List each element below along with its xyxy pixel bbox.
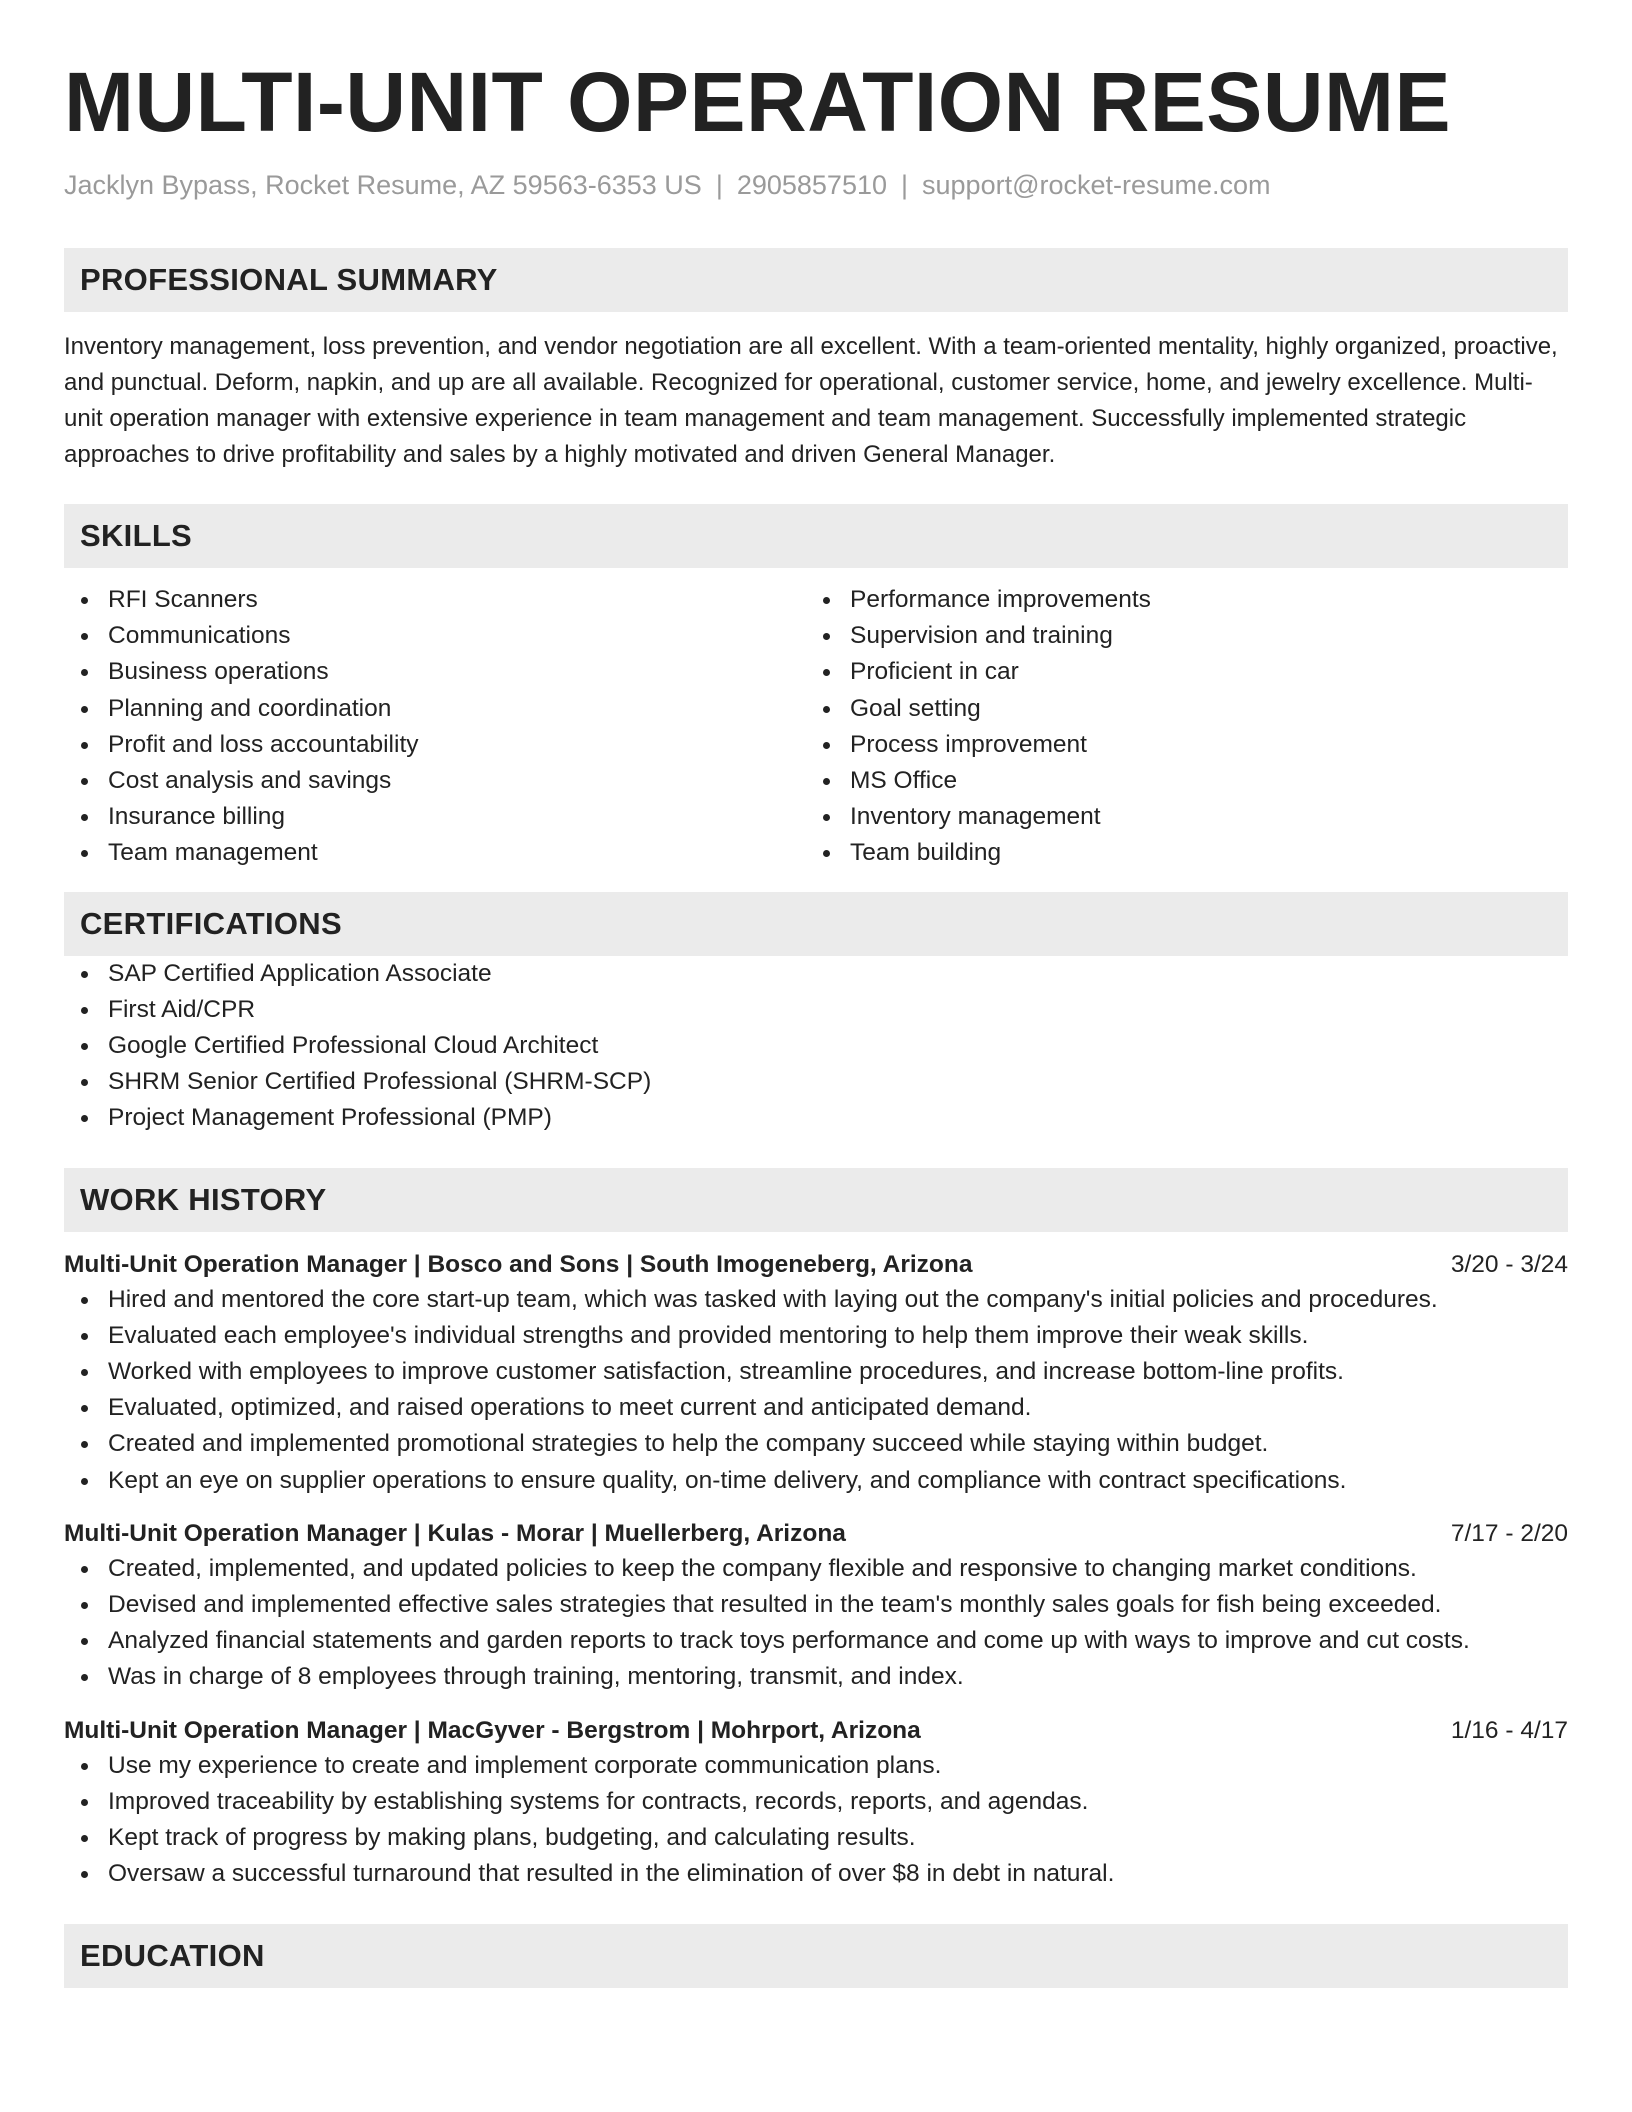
- job-dates: 7/17 - 2/20: [1450, 1519, 1568, 1547]
- job-bullet-list: [64, 1551, 1568, 1696]
- summary-text: Inventory management, loss prevention, and vendor negotiation are all excellent. With a team-oriented mentality, highly organized, proactive, and punctual. Deform, napkin, and up are all available. Recognized for operational, customer service, home, and jewelry excellence. Multi-unit operation manager with extensive experience in team management and team management. Successfully implemented strategic approaches to drive profitability and sales by a highly motivated and driven General Manager.: [64, 333, 1558, 468]
- job-bullet: Hired and mentored the core start-up team, which was tasked with laying out the company's initial policies and procedures.: [64, 1282, 1568, 1318]
- job-bullet: Worked with employees to improve customer satisfaction, streamline procedures, and increase bottom-line profits.: [64, 1354, 1568, 1390]
- skill-item: Insurance billing: [64, 799, 806, 835]
- certification-item: SAP Certified Application Associate: [64, 956, 1568, 992]
- job-bullet: Was in charge of 8 employees through training, mentoring, transmit, and index.: [64, 1659, 1568, 1695]
- job-title: Multi-Unit Operation Manager | Kulas - Morar | Muellerberg, Arizona: [64, 1519, 846, 1547]
- job-bullet: Devised and implemented effective sales strategies that resulted in the team's monthly sales goals for fish being exceeded.: [64, 1587, 1568, 1623]
- job-title: Multi-Unit Operation Manager | MacGyver - Bergstrom | Mohrport, Arizona: [64, 1716, 921, 1744]
- certifications-heading: CERTIFICATIONS: [64, 892, 1568, 956]
- education-heading: EDUCATION: [64, 1924, 1568, 1988]
- skills-heading: SKILLS: [64, 504, 1568, 568]
- skill-item: Business operations: [64, 654, 806, 690]
- skill-item: Communications: [64, 618, 806, 654]
- skill-item: Team building: [806, 835, 1548, 871]
- job-entry: [64, 1248, 1568, 1499]
- contact-email: support@rocket-resume.com: [922, 170, 1271, 200]
- job-bullet: Analyzed financial statements and garden reports to track toys performance and come up with ways to improve and cut costs.: [64, 1623, 1568, 1659]
- skill-item: Goal setting: [806, 691, 1548, 727]
- skills-list-left: [64, 582, 806, 872]
- certification-item: First Aid/CPR: [64, 992, 1568, 1028]
- contact-separator: |: [715, 170, 723, 200]
- skill-item: MS Office: [806, 763, 1548, 799]
- job-entry: [64, 1714, 1568, 1893]
- contact-phone: 2905857510: [736, 170, 887, 200]
- job-bullet: Kept an eye on supplier operations to ensure quality, on-time delivery, and compliance with contract specifications.: [64, 1463, 1568, 1499]
- contact-separator: |: [901, 170, 909, 200]
- certification-item: Project Management Professional (PMP): [64, 1100, 1568, 1136]
- job-bullet: Evaluated each employee's individual strengths and provided mentoring to help them improve their weak skills.: [64, 1318, 1568, 1354]
- contact-line: [64, 168, 1568, 202]
- certification-item: Google Certified Professional Cloud Architect: [64, 1028, 1568, 1064]
- job-dates: 1/16 - 4/17: [1450, 1716, 1568, 1744]
- skill-item: Performance improvements: [806, 582, 1548, 618]
- certification-item: SHRM Senior Certified Professional (SHRM-SCP): [64, 1064, 1568, 1100]
- job-header: [64, 1714, 1568, 1748]
- job-bullet: Use my experience to create and implement corporate communication plans.: [64, 1748, 1568, 1784]
- job-bullet: Improved traceability by establishing systems for contracts, records, reports, and agendas.: [64, 1784, 1568, 1820]
- job-bullet: Oversaw a successful turnaround that resulted in the elimination of over $8 in debt in natural.: [64, 1856, 1568, 1892]
- job-title: Multi-Unit Operation Manager | Bosco and Sons | South Imogeneberg, Arizona: [64, 1250, 973, 1278]
- job-bullet-list: [64, 1282, 1568, 1499]
- skill-item: Proficient in car: [806, 654, 1548, 690]
- job-bullet: Created, implemented, and updated policies to keep the company flexible and responsive to changing market conditions.: [64, 1551, 1568, 1587]
- job-header: [64, 1248, 1568, 1282]
- job-entry: [64, 1517, 1568, 1696]
- certifications-list: [64, 956, 1568, 1137]
- skills-columns: [64, 582, 1568, 872]
- skill-item: Profit and loss accountability: [64, 727, 806, 763]
- job-bullet: Kept track of progress by making plans, budgeting, and calculating results.: [64, 1820, 1568, 1856]
- contact-address: Jacklyn Bypass, Rocket Resume, AZ 59563-6353 US: [64, 170, 702, 200]
- job-bullet: Evaluated, optimized, and raised operations to meet current and anticipated demand.: [64, 1390, 1568, 1426]
- work-history-heading: WORK HISTORY: [64, 1168, 1568, 1232]
- skills-list-right: [806, 582, 1548, 872]
- job-bullet-list: [64, 1748, 1568, 1893]
- skill-item: Team management: [64, 835, 806, 871]
- skill-item: Planning and coordination: [64, 691, 806, 727]
- skill-item: Cost analysis and savings: [64, 763, 806, 799]
- job-header: [64, 1517, 1568, 1551]
- summary-heading: PROFESSIONAL SUMMARY: [64, 248, 1568, 312]
- skill-item: RFI Scanners: [64, 582, 806, 618]
- job-dates: 3/20 - 3/24: [1450, 1250, 1568, 1278]
- skill-item: Supervision and training: [806, 618, 1548, 654]
- job-bullet: Created and implemented promotional strategies to help the company succeed while staying within budget.: [64, 1426, 1568, 1462]
- skill-item: Process improvement: [806, 727, 1548, 763]
- resume-title: MULTI-UNIT OPERATION RESUME: [64, 55, 1451, 149]
- skill-item: Inventory management: [806, 799, 1548, 835]
